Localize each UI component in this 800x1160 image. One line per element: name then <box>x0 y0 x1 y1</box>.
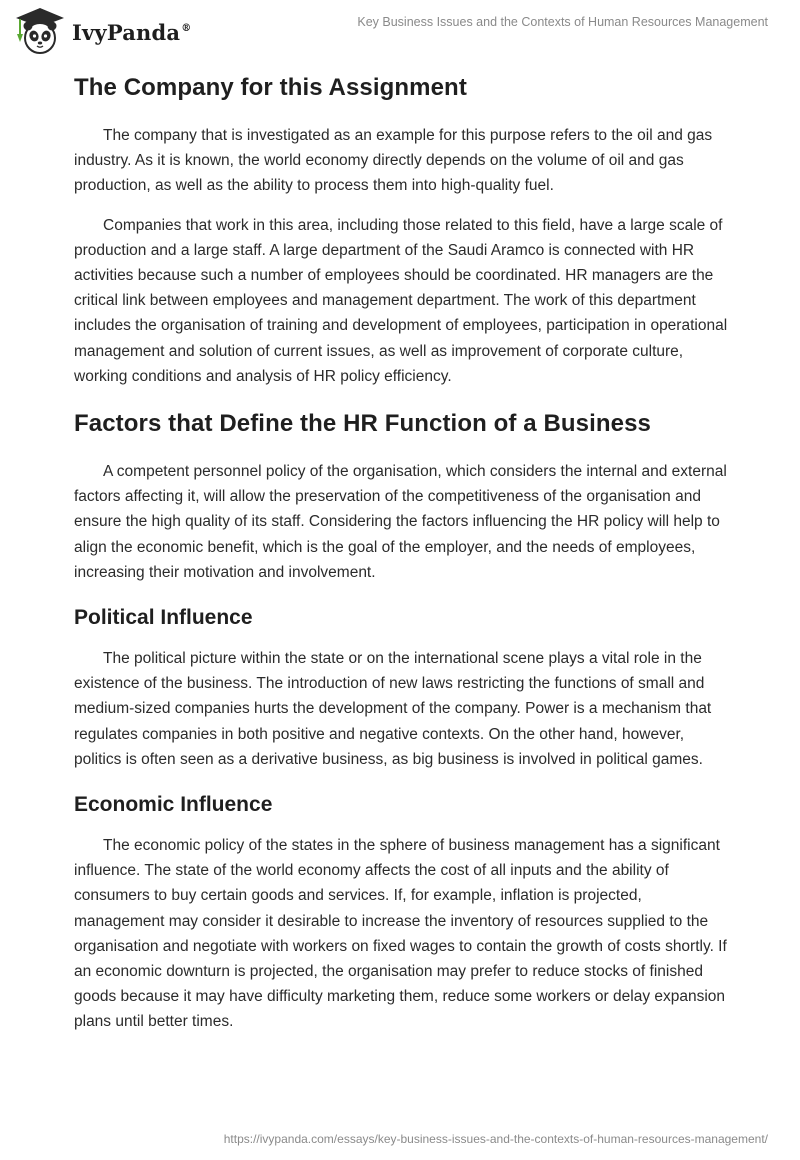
section-heading-factors: Factors that Define the HR Function of a Business <box>74 410 651 438</box>
paragraph: The political picture within the state or on the international scene plays a vital role in the existence of the business. The introduction of new laws restricting the functions of small and medium-sized companies hurts the development of the company. Power is a mechanism that regulates companies in both positive and negative contexts. On the other hand, however, politics is often seen as a derivative business, as big business is involved in political games. <box>74 650 712 768</box>
paragraph: Companies that work in this area, including those related to this field, have a large scale of production and a large staff. A large department of the Saudi Aramco is connected with HR activities because such a number of employees should be coordinated. HR managers are the critical link between employees and management department. The work of this department includes the organisation of training and development of employees, participation in operational management and solution of current issues, as well as improvement of corporate culture, working conditions and analysis of HR policy efficiency. <box>74 216 728 385</box>
brand-name: IvyPanda® <box>72 19 192 45</box>
page-header <box>0 0 800 60</box>
paragraph: The company that is investigated as an example for this purpose refers to the oil and gas industry. As it is known, the world economy directly depends on the volume of oil and gas production, as well as the ability to process them into high-quality fuel. <box>74 127 713 195</box>
section-heading-political: Political Influence <box>74 606 253 630</box>
panda-graduate-icon <box>14 6 66 56</box>
essay-content <box>74 68 734 1035</box>
brand-logo[interactable] <box>14 6 191 56</box>
section-heading-economic: Economic Influence <box>74 793 273 817</box>
document-title: Key Business Issues and the Contexts of Human Resources Management <box>357 15 768 29</box>
section-heading-company: The Company for this Assignment <box>74 74 467 101</box>
paragraph: The economic policy of the states in the sphere of business management has a significant influence. The state of the world economy affects the cost of all inputs and the ability of consumers to buy certain goods and services. If, for example, inflation is projected, management may consider it desirable to increase the inventory of resources supplied to the organisation and negotiate with workers on fixed wages to contain the growth of costs shortly. If an economic downturn is projected, the organisation may prefer to reduce stocks of finished goods because it may have difficulty marketing them, reduce some workers or delay expansion plans until better times. <box>74 837 727 1031</box>
paragraph: A competent personnel policy of the organisation, which considers the internal and external factors affecting it, will allow the preservation of the competitiveness of the organisation and ensure the high quality of its staff. Considering the factors influencing the HR policy will help to align the economic benefit, which is the goal of the employer, and the needs of employees, increasing their motivation and involvement. <box>74 463 727 581</box>
source-url[interactable]: https://ivypanda.com/essays/key-business-issues-and-the-contexts-of-human-resources-management/ <box>223 1132 768 1146</box>
